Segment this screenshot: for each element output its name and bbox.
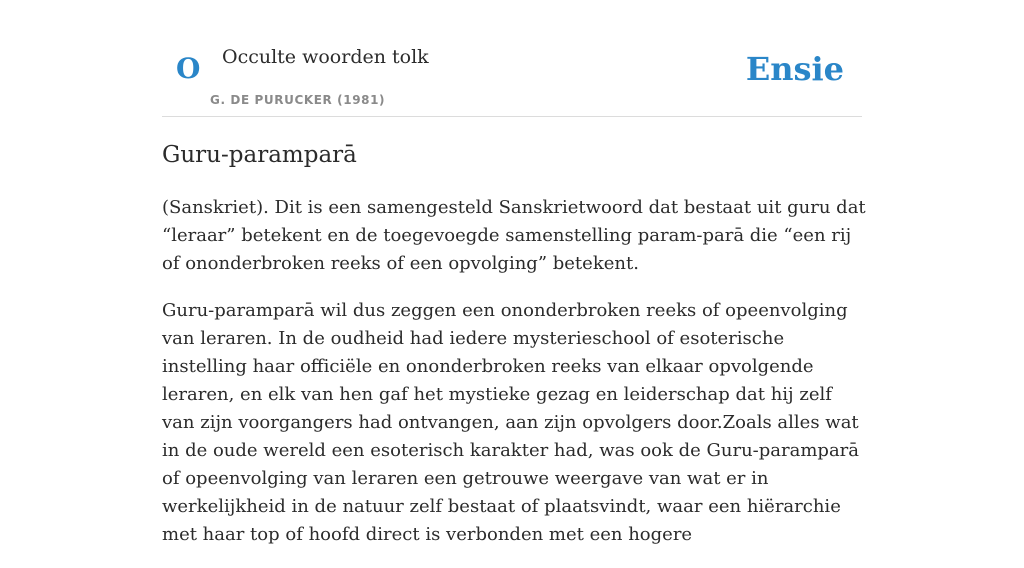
book-title[interactable]: Occulte woorden tolk xyxy=(222,46,429,68)
header xyxy=(162,30,862,117)
entry-paragraph: Guru-paramparā wil dus zeggen een ononderbroken reeks of opeenvolging van leraren. In de oudheid had iedere mysterieschool of esoterische instelling haar officiële en ononderbroken reeks van elkaar opvolgende leraren, en elk van hen gaf het mystieke gezag en leiderschap dat hij zelf van zijn voorgangers had ontvangen, aan zijn opvolgers door.Zoals alles wat in de oude wereld een esoterisch karakter had, was ook de Guru-paramparā of opeenvolging van leraren een getrouwe weergave van wat er in werkelijkheid in de natuur zelf bestaat of plaatsvindt, waar een hiërarchie met haar top of hoofd direct is verbonden met een hogere xyxy=(162,300,860,545)
entry-paragraph: (Sanskriet). Dit is een samengesteld Sanskrietwoord dat bestaat uit guru dat “leraar” betekent en de toegevoegde samenstelling param-parā die “een rij of ononderbroken reeks of een opvolging” betekent. xyxy=(162,197,866,274)
entry-content xyxy=(162,138,866,568)
entry-title: Guru-paramparā xyxy=(162,142,357,168)
brand-logo-link[interactable]: Ensie xyxy=(745,50,844,88)
letter-index-link[interactable]: O xyxy=(176,52,201,85)
book-author: G. DE PURUCKER (1981) xyxy=(210,93,386,107)
